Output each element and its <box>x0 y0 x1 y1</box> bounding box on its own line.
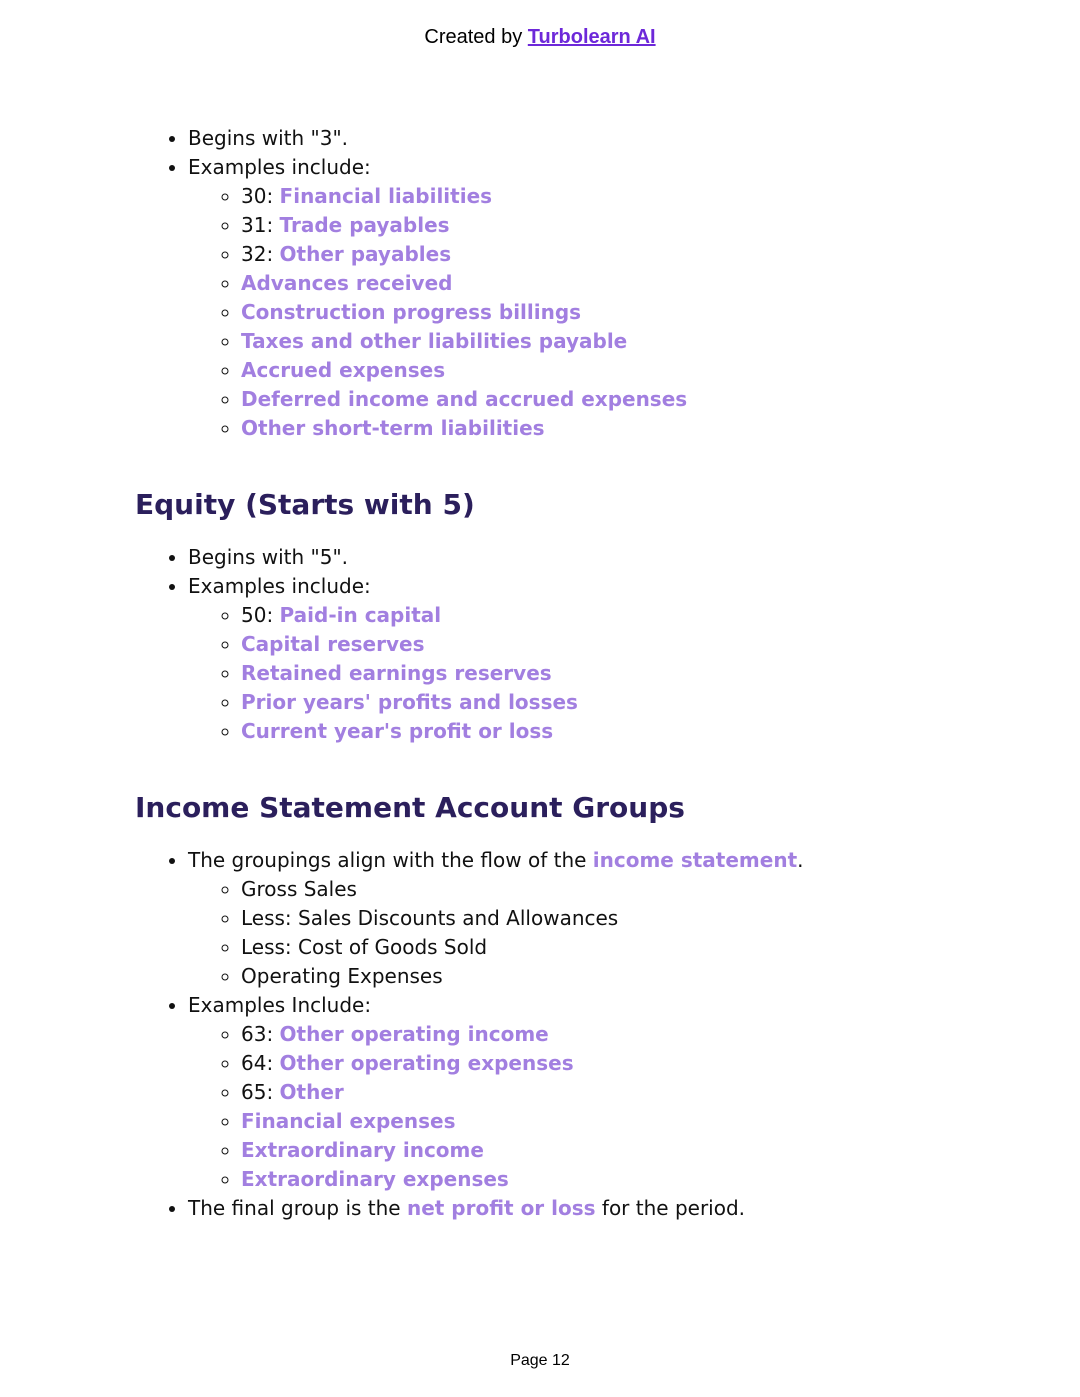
net-profit-term: net profit or loss <box>406 1196 596 1220</box>
list-item <box>188 1194 995 1223</box>
account-term: Advances received <box>241 271 453 295</box>
account-code: 64: <box>241 1051 274 1075</box>
list-item: ◦ Operating Expenses <box>241 962 995 991</box>
account-term: Other operating expenses <box>279 1051 574 1075</box>
account-term: Financial liabilities <box>279 184 493 208</box>
account-term: Current year's profit or loss <box>241 719 554 743</box>
examples-label: Examples Include: <box>188 993 372 1017</box>
account-term: Other operating income <box>279 1022 549 1046</box>
list-item <box>241 182 995 211</box>
account-term: Taxes and other liabilities payable <box>241 329 628 353</box>
account-term: Other <box>279 1080 344 1104</box>
list-item <box>188 991 995 1194</box>
list-item <box>241 356 995 385</box>
account-code: 63: <box>241 1022 274 1046</box>
list-item <box>241 211 995 240</box>
page-header <box>0 26 1080 49</box>
list-item <box>241 688 995 717</box>
list-item: ◦ Less: Sales Discounts and Allowances <box>241 904 995 933</box>
account-term: Prior years' profits and losses <box>241 690 578 714</box>
turbolearn-link[interactable]: Turbolearn AI <box>527 26 656 48</box>
income-list <box>135 846 995 1223</box>
income-heading: Income Statement Account Groups <box>135 791 685 824</box>
final-text-end: for the period. <box>601 1196 746 1220</box>
intro-text: The groupings align with the flow of the <box>188 848 587 872</box>
account-term: Trade payables <box>279 213 450 237</box>
list-item <box>241 630 995 659</box>
page-number: Page 12 <box>510 1352 570 1369</box>
income-examples <box>188 1020 995 1194</box>
list-item <box>241 327 995 356</box>
income-statement-term: income statement <box>592 848 798 872</box>
list-item <box>241 240 995 269</box>
liabilities-list <box>135 124 995 443</box>
account-code: 65: <box>241 1080 274 1104</box>
account-term: Financial expenses <box>241 1109 456 1133</box>
equity-examples <box>188 601 995 746</box>
income-flow <box>188 875 995 991</box>
list-item: ◦ Less: Cost of Goods Sold <box>241 933 995 962</box>
list-item: • Begins with "3". <box>188 124 995 153</box>
equity-heading: Equity (Starts with 5) <box>135 488 475 521</box>
final-text: The final group is the <box>188 1196 401 1220</box>
account-code: 30: <box>241 184 274 208</box>
document-body <box>135 124 995 1223</box>
account-term: Construction progress billings <box>241 300 582 324</box>
list-item <box>241 414 995 443</box>
liabilities-examples <box>188 182 995 443</box>
account-term: Capital reserves <box>241 632 425 656</box>
account-term: Paid-in capital <box>279 603 442 627</box>
list-item <box>241 1165 995 1194</box>
list-item <box>241 601 995 630</box>
list-item <box>241 659 995 688</box>
intro-period: . <box>797 848 804 872</box>
list-item <box>241 1107 995 1136</box>
account-term: Extraordinary expenses <box>241 1167 509 1191</box>
list-item <box>241 1136 995 1165</box>
header-prefix: Created by <box>424 26 523 48</box>
list-item <box>188 572 995 746</box>
list-item: • Begins with "5". <box>188 543 995 572</box>
list-item <box>241 1049 995 1078</box>
account-term: Other payables <box>279 242 452 266</box>
list-item <box>241 298 995 327</box>
list-item: ◦ Gross Sales <box>241 875 995 904</box>
account-code: 50: <box>241 603 274 627</box>
account-term: Accrued expenses <box>241 358 446 382</box>
list-item <box>188 846 995 991</box>
list-item <box>241 269 995 298</box>
equity-list <box>135 543 995 746</box>
account-term: Deferred income and accrued expenses <box>241 387 688 411</box>
list-item <box>241 385 995 414</box>
list-item <box>241 1020 995 1049</box>
examples-label: Examples include: <box>188 574 371 598</box>
account-code: 32: <box>241 242 274 266</box>
account-term: Extraordinary income <box>241 1138 484 1162</box>
examples-label: Examples include: <box>188 155 371 179</box>
list-item <box>188 153 995 443</box>
list-item <box>241 1078 995 1107</box>
account-code: 31: <box>241 213 274 237</box>
list-item <box>241 717 995 746</box>
account-term: Retained earnings reserves <box>241 661 552 685</box>
account-term: Other short-term liabilities <box>241 416 545 440</box>
